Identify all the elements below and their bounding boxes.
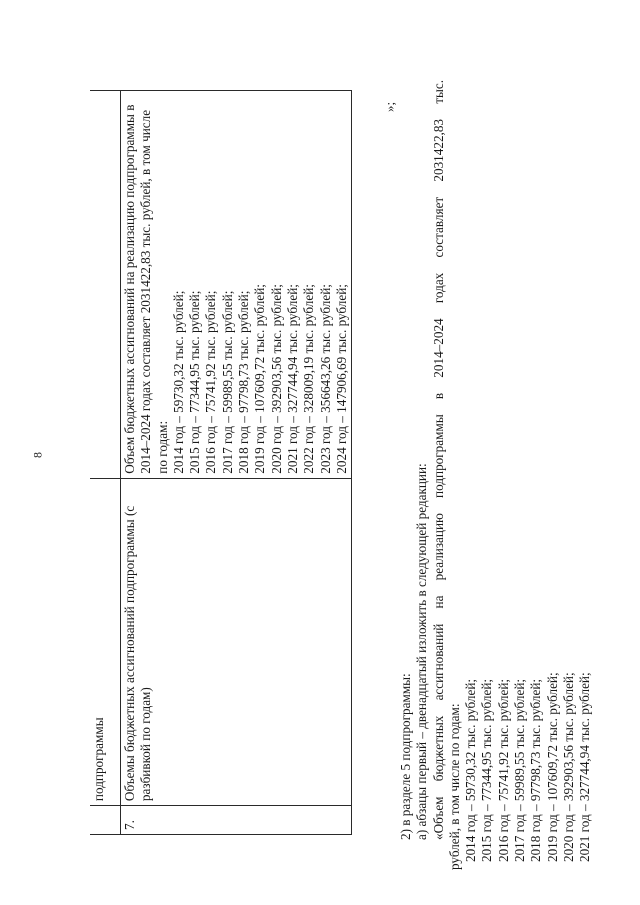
- row-number: 7.: [121, 806, 352, 835]
- row-label: Объемы бюджетных ассигнований подпрограммы (с разбивкой по годам): [121, 478, 352, 805]
- closing-quote-mark: »;: [382, 101, 397, 112]
- table-cell-number-empty: [90, 806, 121, 835]
- table-cell-value-empty: [90, 91, 121, 479]
- year-line: 2023 год – 356643,26 тыс. рублей;: [317, 284, 333, 474]
- year-line: 2015 год – 77344,95 тыс. рублей;: [187, 290, 203, 474]
- year-line: 2014 год – 59730,32 тыс. рублей;: [170, 290, 186, 474]
- year-line: 2016 год – 75741,92 тыс. рублей;: [203, 290, 219, 474]
- year-line: 2015 год – 77344,95 тыс. рублей;: [479, 678, 495, 862]
- year-line: 2022 год – 328009,19 тыс. рублей;: [301, 284, 317, 474]
- year-line: 2014 год – 59730,32 тыс. рублей;: [463, 678, 479, 862]
- year-line: 2019 год – 107609,72 тыс. рублей;: [544, 672, 560, 862]
- page-number: 8: [30, 452, 45, 458]
- table-row-head: [90, 91, 121, 835]
- quote-line-2: рублей, в том числе по годам:: [446, 703, 462, 870]
- year-line: 2017 год – 59989,55 тыс. рублей;: [512, 678, 528, 862]
- table-row-7: [121, 91, 352, 835]
- item-a: а) абзацы первый – двенадцатый изложить в следующей редакции:: [414, 463, 430, 840]
- year-line: 2024 год – 147906,69 тыс. рублей;: [333, 284, 349, 474]
- table-cell-label: подпрограммы: [90, 478, 121, 805]
- rotated-document-content: [90, 70, 593, 870]
- year-line: 2017 год – 59989,55 тыс. рублей;: [219, 290, 235, 474]
- budget-intro: Объем бюджетных ассигнований на реализацию подпрограммы в 2014–2024 годах составляет 2031422,83 тыс. рублей, в том числе по годам:: [122, 104, 170, 474]
- year-line: 2021 год – 327744,94 тыс. рублей;: [577, 672, 593, 862]
- year-line: 2020 год – 392903,56 тыс. рублей;: [560, 672, 576, 862]
- year-line: 2020 год – 392903,56 тыс. рублей;: [268, 284, 284, 474]
- year-line: 2016 год – 75741,92 тыс. рублей;: [495, 678, 511, 862]
- year-line: 2019 год – 107609,72 тыс. рублей;: [252, 284, 268, 474]
- item-2: 2) в разделе 5 подпрограммы:: [398, 673, 413, 840]
- quote-line-1: «Объем бюджетных ассигнований на реализацию подпрограммы в 2014–2024 годах составляет 2031422,83 тыс.: [430, 80, 446, 840]
- row-value: [121, 91, 352, 479]
- year-line: 2018 год – 97798,73 тыс. рублей;: [236, 290, 252, 474]
- passport-table: [90, 90, 352, 835]
- amendment-text: [398, 80, 594, 870]
- year-list: [463, 80, 593, 870]
- year-line: 2018 год – 97798,73 тыс. рублей;: [528, 678, 544, 862]
- year-line: 2021 год – 327744,94 тыс. рублей;: [284, 284, 300, 474]
